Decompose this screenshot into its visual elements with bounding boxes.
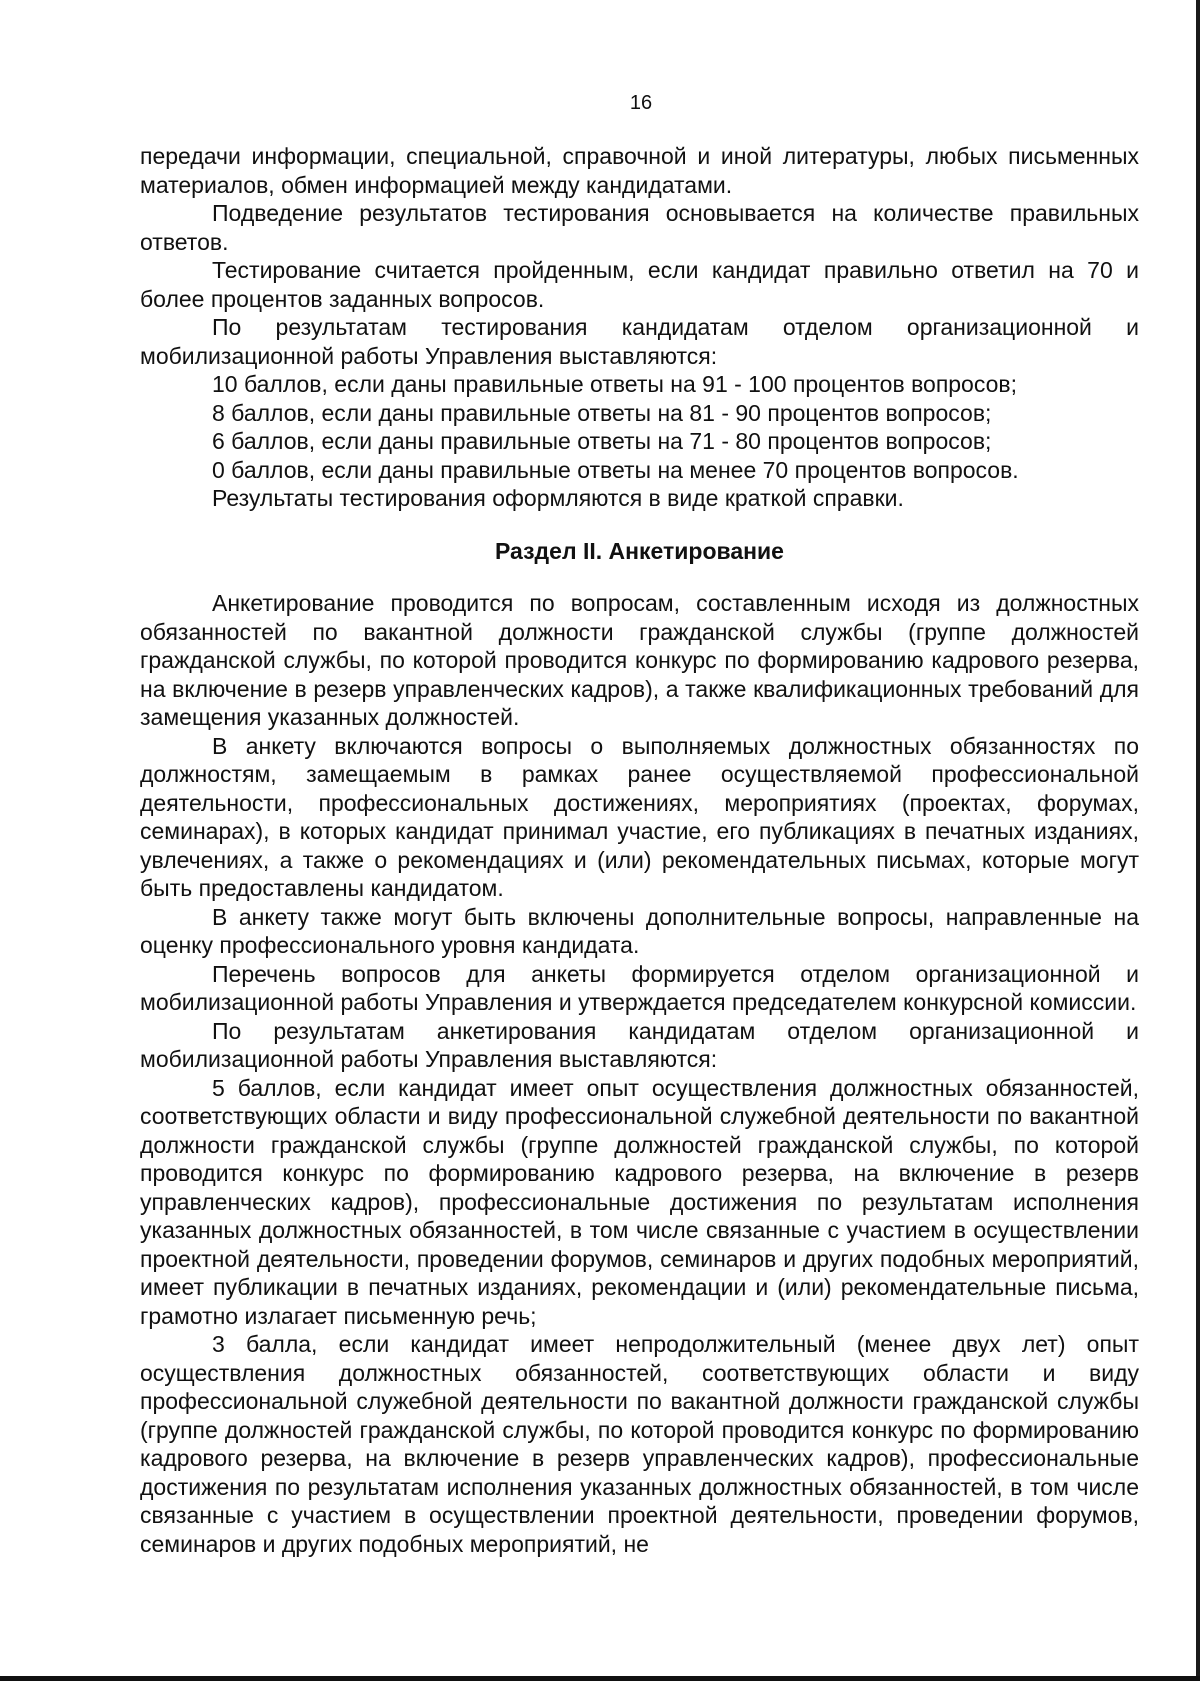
paragraph-score-3: 3 балла, если кандидат имеет непродолжительный (менее двух лет) опыт осуществления должностных обязанностей, соответствующих области и виду профессиональной служебной деятельности по вакантной должности гражданской службы (группе должностей гражданской службы, по которой проводится конкурс по формированию кадрового резерва, на включение в резерв управленческих кадров), профессиональные достижения по результатам исполнения указанных должностных обязанностей, в том числе связанные с участием в осуществлении проектной деятельности, проведении форумов, семинаров и других подобных мероприятий, не bbox=[140, 1331, 1139, 1557]
paragraph-score-5: 5 баллов, если кандидат имеет опыт осуществления должностных обязанностей, соответствующих области и виду профессиональной служебной деятельности по вакантной должности гражданской службы (группе должностей гражданской службы, по которой проводится конкурс по формированию кадрового резерва, на включение в резерв управленческих кадров), профессиональные достижения по результатам исполнения указанных должностных обязанностей, в том числе связанные с участием в осуществлении проектной деятельности, проведении форумов, семинаров и других подобных мероприятий, имеет публикации в печатных изданиях, рекомендации и (или) рекомендательные письма, грамотно излагает письменную речь; bbox=[140, 1074, 1139, 1329]
list-item: 0 баллов, если даны правильные ответы на менее 70 процентов вопросов. bbox=[212, 456, 1019, 483]
page-number: 16 bbox=[629, 92, 653, 114]
list-item: 10 баллов, если даны правильные ответы на 91 - 100 процентов вопросов; bbox=[212, 371, 1018, 397]
list-item: Результаты тестирования оформляются в виде краткой справки. bbox=[212, 485, 904, 511]
scan-edge-bottom bbox=[0, 1676, 1200, 1681]
list-item: 8 баллов, если даны правильные ответы на 81 - 90 процентов вопросов; bbox=[212, 399, 992, 426]
paragraph-continuation: передачи информации, специальной, справочной и иной литературы, любых письменных материалов, обмен информацией между кандидатами. bbox=[140, 143, 1139, 198]
list-item: 6 баллов, если даны правильные ответы на 71 - 80 процентов вопросов; bbox=[212, 428, 992, 454]
paragraph-questionnaire-scores-intro: По результатам анкетирования кандидатам отделом организационной и мобилизационной работы Управления выставляются: bbox=[140, 1017, 1139, 1072]
paragraph-question-list: Перечень вопросов для анкеты формируется отделом организационной и мобилизационной работы Управления и утверждается председателем конкурсной комиссии. bbox=[140, 960, 1139, 1015]
section-heading: Раздел II. Анкетирование bbox=[495, 537, 784, 564]
paragraph-results-basis: Подведение результатов тестирования основывается на количестве правильных ответов. bbox=[140, 200, 1139, 255]
paragraph-testing-scores-intro: По результатам тестирования кандидатам отделом организационной и мобилизационной работы Управления выставляются: bbox=[140, 314, 1139, 369]
scan-edge-right bbox=[1196, 0, 1200, 1681]
paragraph-questionnaire-contents: В анкету включаются вопросы о выполняемых должностных обязанностях по должностям, замещаемым в рамках ранее осуществляемой профессиональной деятельности, профессиональных достижениях, мероприятиях (проектах, форумах, семинарах), в которых кандидат принимал участие, его публикациях в печатных изданиях, увлечениях, а также о рекомендациях и (или) рекомендательных письмах, которые могут быть предоставлены кандидатом. bbox=[140, 732, 1139, 901]
document-body bbox=[140, 142, 1139, 1558]
paragraph-questionnaire-basis: Анкетирование проводится по вопросам, составленным исходя из должностных обязанностей по вакантной должности гражданской службы (группе должностей гражданской службы, по которой проводится конкурс по формированию кадрового резерва, на включение в резерв управленческих кадров), а также квалификационных требований для замещения указанных должностей. bbox=[140, 590, 1139, 730]
paragraph-pass-threshold: Тестирование считается пройденным, если кандидат правильно ответил на 70 и более процентов заданных вопросов. bbox=[140, 257, 1139, 312]
paragraph-additional-questions: В анкету также могут быть включены дополнительные вопросы, направленные на оценку профессионального уровня кандидата. bbox=[140, 903, 1139, 958]
